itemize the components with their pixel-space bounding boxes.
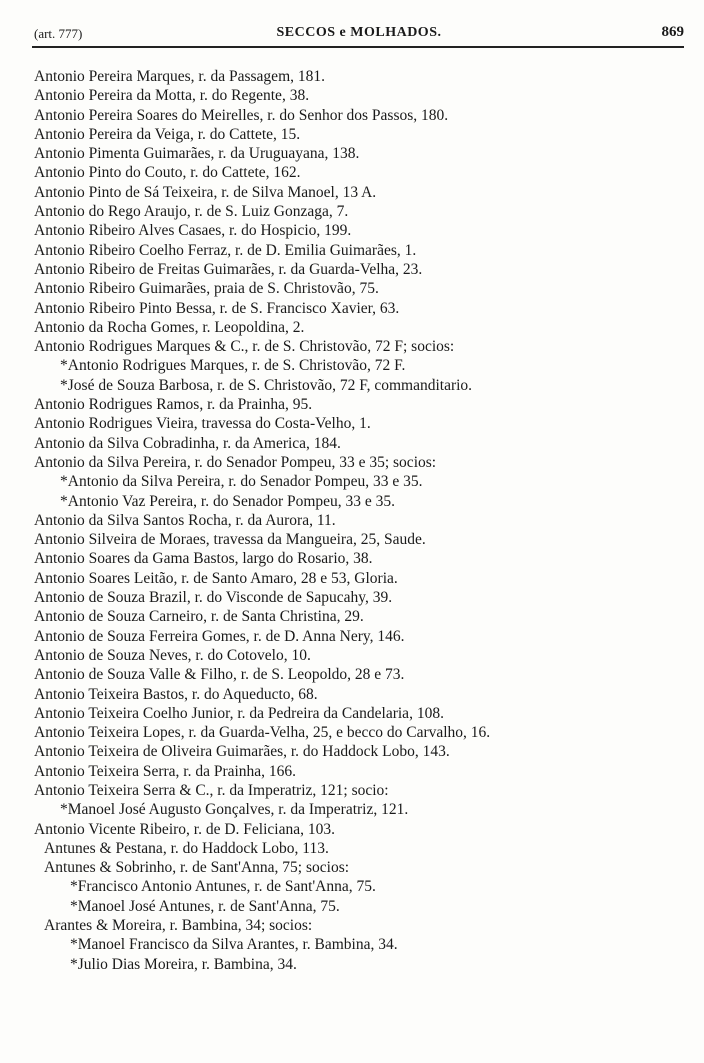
directory-entry: Antonio Teixeira de Oliveira Guimarães, r. do Haddock Lobo, 143. (34, 743, 450, 761)
directory-entries (0, 67, 704, 974)
directory-entry: *José de Souza Barbosa, r. de S. Christovão, 72 F, commanditario. (60, 376, 473, 394)
directory-entry: Antonio Rodrigues Marques & C., r. de S. Christovão, 72 F; socios: (34, 338, 455, 356)
directory-entry: Antonio Ribeiro Guimarães, praia de S. Christovão, 75. (34, 280, 379, 298)
directory-entry: Antonio Rodrigues Ramos, r. da Prainha, 95. (34, 396, 313, 414)
directory-entry: Antunes & Pestana, r. do Haddock Lobo, 113. (44, 839, 329, 857)
header-rule (32, 46, 684, 48)
directory-entry: *Antonio Rodrigues Marques, r. de S. Christovão, 72 F. (60, 357, 406, 375)
page-header (34, 24, 684, 46)
directory-entry: Antonio Soares da Gama Bastos, largo do Rosario, 38. (34, 550, 373, 568)
page-number: 869 (661, 24, 684, 40)
directory-entry: Antonio Pinto do Couto, r. do Cattete, 162. (34, 164, 301, 182)
directory-entry: Antonio Pinto de Sá Teixeira, r. de Silva Manoel, 13 A. (34, 183, 377, 201)
directory-entry: Antonio Teixeira Bastos, r. do Aqueducto, 68. (34, 685, 318, 703)
section-title: SECCOS e MOLHADOS. (276, 25, 442, 40)
directory-entry: *Antonio Vaz Pereira, r. do Senador Pompeu, 33 e 35. (60, 492, 396, 510)
directory-entry: Antonio Pereira da Motta, r. do Regente, 38. (34, 87, 310, 105)
directory-entry: Antonio Pereira Soares do Meirelles, r. do Senhor dos Passos, 180. (34, 106, 449, 124)
directory-entry: Antonio Teixeira Serra, r. da Prainha, 166. (34, 762, 297, 780)
directory-entry: Antonio Teixeira Lopes, r. da Guarda-Velha, 25, e becco do Carvalho, 16. (34, 724, 491, 742)
directory-entry: Antonio de Souza Brazil, r. do Visconde de Sapucahy, 39. (34, 589, 393, 607)
directory-entry: *Francisco Antonio Antunes, r. de Sant'Anna, 75. (70, 878, 376, 896)
directory-entry: Antonio de Souza Carneiro, r. de Santa Christina, 29. (34, 608, 364, 626)
directory-entry: Antonio Ribeiro Coelho Ferraz, r. de D. Emilia Guimarães, 1. (34, 241, 417, 259)
directory-entry: Antonio Soares Leitão, r. de Santo Amaro, 28 e 53, Gloria. (34, 569, 398, 587)
directory-entry: Antunes & Sobrinho, r. de Sant'Anna, 75; socios: (44, 859, 350, 877)
directory-entry: Antonio de Souza Ferreira Gomes, r. de D. Anna Nery, 146. (34, 627, 405, 645)
directory-entry: Antonio Pereira Marques, r. da Passagem, 181. (34, 68, 325, 85)
directory-entry: Antonio da Silva Santos Rocha, r. da Aurora, 11. (34, 511, 336, 529)
directory-entry: Antonio Teixeira Serra & C., r. da Imperatriz, 121; socio: (34, 781, 389, 799)
directory-entry: Arantes & Moreira, r. Bambina, 34; socios: (44, 917, 313, 935)
directory-entry: *Julio Dias Moreira, r. Bambina, 34. (70, 955, 297, 973)
directory-entry: Antonio da Silva Cobradinha, r. da America, 184. (34, 434, 341, 452)
directory-entry: Antonio Teixeira Coelho Junior, r. da Pedreira da Candelaria, 108. (34, 704, 444, 722)
directory-entry: Antonio Ribeiro Alves Casaes, r. do Hospicio, 199. (34, 222, 352, 240)
directory-entry: *Antonio da Silva Pereira, r. do Senador Pompeu, 33 e 35. (60, 473, 423, 491)
directory-entry: Antonio de Souza Neves, r. do Cotovelo, 10. (34, 646, 311, 664)
directory-entry: Antonio da Silva Pereira, r. do Senador Pompeu, 33 e 35; socios: (34, 453, 437, 471)
directory-entry: *Manoel Francisco da Silva Arantes, r. Bambina, 34. (70, 936, 398, 954)
directory-entry: Antonio Pereira da Veiga, r. do Cattete, 15. (34, 125, 301, 143)
directory-entry: Antonio da Rocha Gomes, r. Leopoldina, 2. (34, 318, 305, 336)
directory-entry: Antonio Silveira de Moraes, travessa da Mangueira, 25, Saude. (34, 531, 426, 549)
directory-entry: Antonio Ribeiro Pinto Bessa, r. de S. Francisco Xavier, 63. (34, 299, 400, 317)
directory-entry: Antonio Pimenta Guimarães, r. da Uruguayana, 138. (34, 145, 360, 163)
directory-entry: Antonio Vicente Ribeiro, r. de D. Feliciana, 103. (34, 820, 335, 838)
directory-entry: Antonio Ribeiro de Freitas Guimarães, r. da Guarda-Velha, 23. (34, 260, 423, 278)
directory-entry: *Manoel José Antunes, r. de Sant'Anna, 75. (70, 897, 340, 915)
directory-entry: Antonio de Souza Valle & Filho, r. de S. Leopoldo, 28 e 73. (34, 666, 405, 684)
directory-entry: *Manoel José Augusto Gonçalves, r. da Imperatriz, 121. (60, 801, 409, 819)
article-reference: (art. 777) (34, 26, 83, 41)
directory-entry: Antonio Rodrigues Vieira, travessa do Costa-Velho, 1. (34, 415, 371, 433)
directory-entry: Antonio do Rego Araujo, r. de S. Luiz Gonzaga, 7. (34, 203, 349, 221)
